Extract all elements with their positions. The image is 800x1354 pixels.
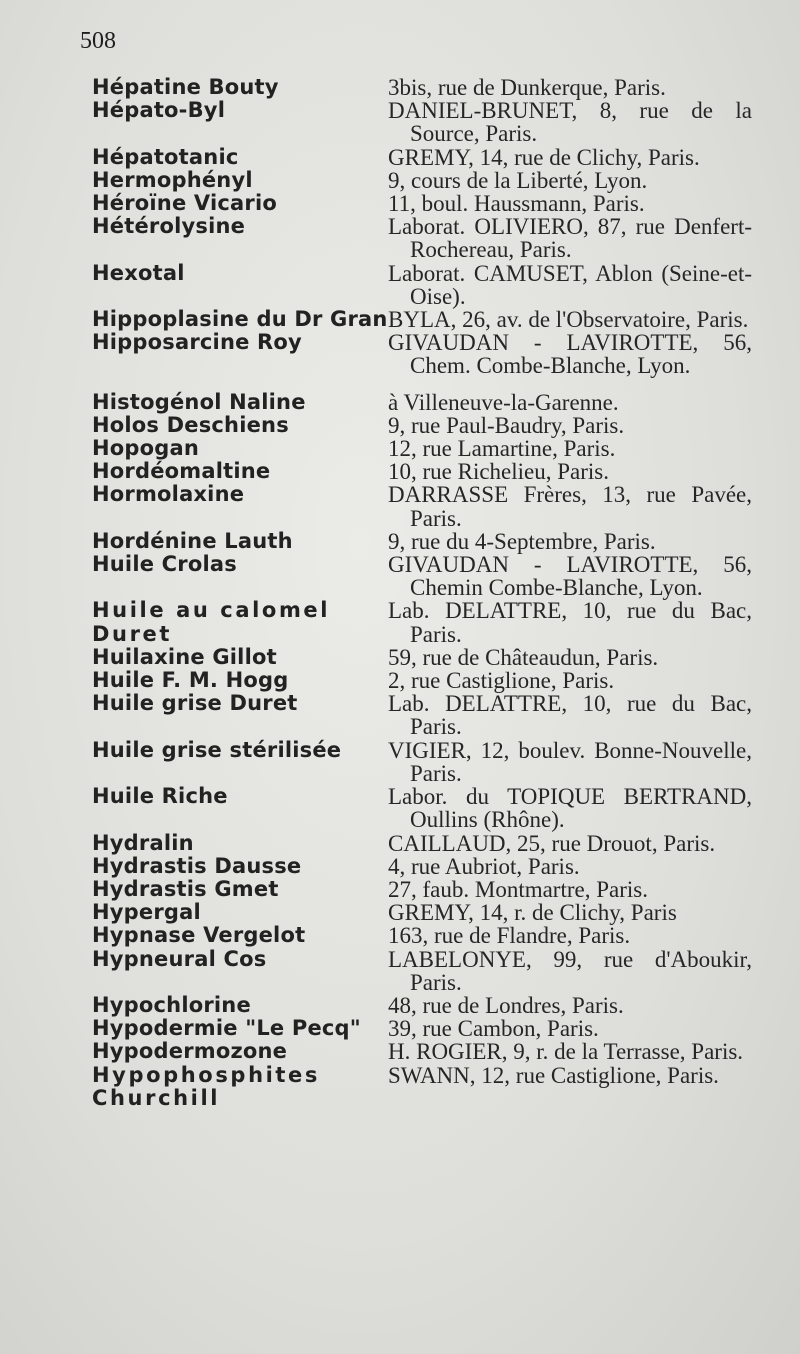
product-address: DARRASSE Frères, 13, rue Pavée, Paris. bbox=[388, 482, 752, 531]
list-item bbox=[92, 331, 752, 377]
product-name: Hétérolysine bbox=[92, 214, 246, 239]
product-address: LABELONYE, 99, rue d'Aboukir, Paris. bbox=[388, 946, 752, 995]
list-item bbox=[92, 1017, 752, 1040]
product-name: Huilaxine Gillot bbox=[92, 644, 277, 669]
product-name: Hopogan bbox=[92, 436, 200, 461]
product-address: H. ROGIER, 9, r. de la Terrasse, Paris. bbox=[388, 1039, 744, 1065]
product-name: Hipposarcine Roy bbox=[92, 330, 302, 355]
product-address: GREMY, 14, r. de Clichy, Paris bbox=[388, 900, 677, 926]
product-name: Héroïne Vicario bbox=[92, 191, 277, 216]
product-address: 163, rue de Flandre, Paris. bbox=[388, 923, 631, 949]
list-item bbox=[92, 785, 752, 831]
product-address: 3bis, rue de Dunkerque, Paris. bbox=[388, 75, 666, 100]
product-name: Huile Crolas bbox=[92, 552, 237, 577]
list-item bbox=[92, 948, 752, 994]
list-item bbox=[92, 599, 752, 645]
product-address: VIGIER, 12, boulev. Bonne-Nouvelle, Paris. bbox=[388, 737, 752, 786]
list-item bbox=[92, 1040, 752, 1063]
product-name: Hydrastis Gmet bbox=[92, 876, 279, 901]
product-address: DANIEL-BRUNET, 8, rue de la Source, Paris. bbox=[388, 98, 752, 147]
list-item bbox=[92, 692, 752, 738]
page-number: 508 bbox=[80, 28, 116, 54]
list-item bbox=[92, 878, 752, 901]
product-address: Lab. DELATTRE, 10, rue du Bac, Paris. bbox=[388, 691, 752, 740]
product-name: Hépatine Bouty bbox=[92, 75, 279, 99]
product-name: Hydralin bbox=[92, 830, 194, 855]
product-address: Laborat. CAMUSET, Ablon (Seine-et-Oise). bbox=[388, 260, 752, 309]
list-item bbox=[92, 76, 752, 99]
list-item bbox=[92, 1064, 752, 1110]
list-item bbox=[92, 460, 752, 483]
product-name: Hippoplasine du Dr Gran bbox=[92, 307, 388, 332]
product-address: 39, rue Cambon, Paris. bbox=[388, 1016, 599, 1042]
product-address: GIVAUDAN - LAVIROTTE, 56, Chemin Combe-Blanche, Lyon. bbox=[388, 552, 752, 601]
entry-gap bbox=[92, 378, 752, 391]
list-item bbox=[92, 855, 752, 878]
list-item bbox=[92, 414, 752, 437]
product-address: CAILLAUD, 25, rue Drouot, Paris. bbox=[388, 830, 716, 856]
product-address: Lab. DELATTRE, 10, rue du Bac, Paris. bbox=[388, 598, 752, 647]
product-name: Hypodermie "Le Pecq" bbox=[92, 1016, 361, 1041]
product-address: SWANN, 12, rue Castiglione, Paris. bbox=[388, 1062, 719, 1088]
product-name: Hexotal bbox=[92, 260, 185, 285]
list-item bbox=[92, 924, 752, 947]
list-item bbox=[92, 994, 752, 1017]
list-item bbox=[92, 669, 752, 692]
list-item bbox=[92, 646, 752, 669]
product-address: 48, rue de Londres, Paris. bbox=[388, 992, 624, 1018]
product-name: Hépato-Byl bbox=[92, 98, 226, 123]
product-name: Huile grise stérilisée bbox=[92, 737, 342, 762]
product-name: Huile Riche bbox=[92, 784, 228, 809]
product-address: à Villeneuve-la-Garenne. bbox=[388, 389, 619, 415]
list-item bbox=[92, 99, 752, 145]
product-name: Hordénine Lauth bbox=[92, 528, 293, 553]
product-address: 9, rue Paul-Baudry, Paris. bbox=[388, 412, 625, 438]
product-name: Hépatotanic bbox=[92, 144, 239, 169]
product-address: 2, rue Castiglione, Paris. bbox=[388, 668, 615, 694]
list-item bbox=[92, 553, 752, 599]
list-item bbox=[92, 437, 752, 460]
list-item bbox=[92, 262, 752, 308]
list-item bbox=[92, 192, 752, 215]
product-name: Holos Deschiens bbox=[92, 412, 289, 437]
product-address: 11, boul. Haussmann, Paris. bbox=[388, 191, 645, 217]
product-name: Huile grise Duret bbox=[92, 691, 298, 716]
product-name: Hypochlorine bbox=[92, 992, 251, 1017]
product-address: 9, cours de la Liberté, Lyon. bbox=[388, 167, 648, 193]
product-address: 59, rue de Châteaudun, Paris. bbox=[388, 644, 659, 670]
list-item bbox=[92, 215, 752, 261]
product-name: Hermophényl bbox=[92, 167, 253, 192]
list-item bbox=[92, 530, 752, 553]
list-item bbox=[92, 739, 752, 785]
product-address: Labor. du TOPIQUE BERTRAND, Oullins (Rhône). bbox=[388, 784, 752, 833]
list-item bbox=[92, 169, 752, 192]
list-item bbox=[92, 483, 752, 529]
product-name: Huile au calomel Duret bbox=[92, 598, 331, 646]
product-name: Hydrastis Dausse bbox=[92, 853, 302, 878]
product-name: Histogénol Naline bbox=[92, 389, 306, 414]
list-item bbox=[92, 832, 752, 855]
product-address: BYLA, 26, av. de l'Observatoire, Paris. bbox=[388, 307, 749, 333]
product-name: Huile F. M. Hogg bbox=[92, 668, 289, 693]
product-address: Laborat. OLIVIERO, 87, rue Denfert-Rochereau, Paris. bbox=[388, 214, 752, 263]
product-address: 12, rue Lamartine, Paris. bbox=[388, 436, 616, 462]
list-item bbox=[92, 901, 752, 924]
product-name: Hormolaxine bbox=[92, 482, 245, 507]
list-item bbox=[92, 308, 752, 331]
product-name: Hypodermozone bbox=[92, 1039, 288, 1064]
product-name: Hordéomaltine bbox=[92, 459, 271, 484]
product-address: GREMY, 14, rue de Clichy, Paris. bbox=[388, 144, 700, 170]
product-address: 27, faub. Montmartre, Paris. bbox=[388, 876, 648, 902]
product-name: Hypnase Vergelot bbox=[92, 923, 306, 948]
product-address: 4, rue Aubriot, Paris. bbox=[388, 853, 580, 879]
entry-list bbox=[92, 76, 752, 1110]
product-address: 10, rue Richelieu, Paris. bbox=[388, 459, 610, 485]
product-address: 9, rue du 4-Septembre, Paris. bbox=[388, 528, 656, 554]
product-address: GIVAUDAN - LAVIROTTE, 56, Chem. Combe-Blanche, Lyon. bbox=[388, 330, 752, 379]
product-name: Hypergal bbox=[92, 900, 201, 925]
product-name: Hypneural Cos bbox=[92, 946, 267, 971]
product-name: Hypophosphites Churchill bbox=[92, 1062, 320, 1110]
list-item bbox=[92, 391, 752, 414]
list-item bbox=[92, 146, 752, 169]
